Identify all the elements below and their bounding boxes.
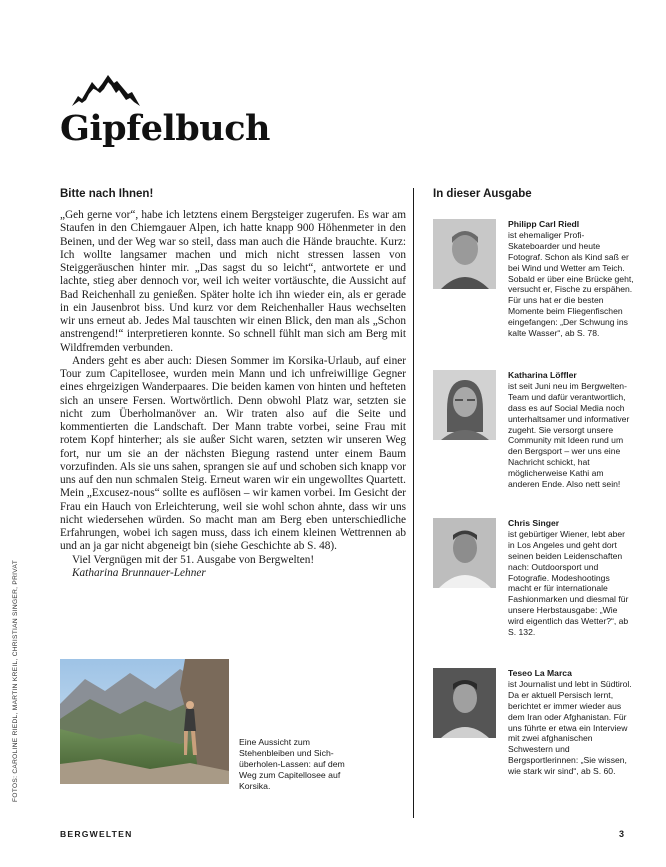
mountain-peaks-icon bbox=[72, 72, 140, 106]
footer-brand: BERGWELTEN bbox=[60, 829, 133, 839]
editorial-signature: Katharina Brunnauer-Lehner bbox=[72, 566, 206, 579]
editorial-paragraph: Viel Vergnügen mit der 51. Ausgabe von Bergwelten! bbox=[72, 553, 315, 566]
contributor-entry bbox=[508, 518, 634, 638]
contributor-portrait bbox=[433, 370, 496, 440]
magazine-section-title: Gipfelbuch bbox=[60, 108, 270, 149]
contributor-name: Teseo La Marca bbox=[508, 668, 572, 678]
photo-caption: Eine Aussicht zum Stehenbleiben und Sich-überholen-Lassen: auf dem Weg zum Capitellosee auf Korsika. bbox=[239, 737, 345, 791]
page-number: 3 bbox=[619, 829, 625, 839]
editorial-heading: Bitte nach Ihnen! bbox=[60, 188, 154, 200]
contributor-bio: ist gebürtiger Wiener, lebt aber in Los Angeles und geht dort seinen beiden Leidenschaften nach: Outdoorsport und Fotografie. Modeshootings macht er für internationale Fashionmarken und diesmal für unsere Herbstausgabe: „Wie wird eigentlich das Wetter?“, ab S. 132. bbox=[508, 528, 629, 638]
contributor-entry bbox=[508, 370, 634, 490]
editorial-text bbox=[60, 209, 406, 580]
corsica-landscape-photo bbox=[60, 659, 229, 784]
contributor-bio: ist seit Juni neu im Bergwelten-Team und dafür verantwortlich, dass es auf Social Media noch unterhaltsamer und informativer zugeht. Sie versorgt unsere Community mit Ideen rund um den Bergsport – wer uns eine Nachricht schickt, hat möglicherweise Kathi am anderen Ende. Also nett sein! bbox=[508, 380, 630, 490]
contributor-portrait bbox=[433, 219, 496, 289]
contributor-bio: ist Journalist und lebt in Südtirol. Da er aktuell Persisch lernt, berichtet er immer wieder aus dem Iran oder Afghanistan. Für uns führte er etwa ein Interview mit zwei afghanischen Schwestern und Bergsportlerinnen: „Sie wissen, wie stark wir sind“, ab S. 60. bbox=[508, 678, 632, 777]
contributor-name: Chris Singer bbox=[508, 518, 560, 528]
contributor-bio: ist ehemaliger Profi-Skateboarder und heute Fotograf. Schon als Kind saß er bei Wind und Wetter am Teich. Sobald er über eine Brücke geht, versucht er, Fische zu erspähen. Für uns hat er die besten Momente beim Fliegenfischen eingefangen: „Der Schwung ins kalte Wasser“, ab S. 78. bbox=[508, 229, 634, 339]
contributor-portrait bbox=[433, 668, 496, 738]
editorial-paragraph: „Geh gerne vor“, habe ich letztens einem Bergsteiger zugerufen. Es war am Staufen in den Chiemgauer Alpen, ich hatte knapp 900 Höhenmeter in den Beinen, und der Weg war so steil, dass man auch die Hände brauchte. Kurz: Ich wollte langsamer machen und mich nicht stressen lassen von Steiggeräuschen hinter mir. „Das sagst du so leicht“, antwortete er und lachte, stieg aber dennoch vor, weil ich weiter vortäuschte, die Aussicht auf Bad Reichenhall zu genießen. Später holte ich ihn wieder ein, als er gerade in ein Jausenbrot biss. Und kurz vor dem Reichenhaller Haus wechselten wir uns erneut ab. Jedes Mal tauschten wir einen Blick, den man als „Schon anstrengend!“ interpretieren konnte. So schnell fühlt man sich am Berg mit Wildfremden verbunden. bbox=[60, 209, 406, 354]
contributor-entry bbox=[508, 219, 634, 339]
contributor-name: Katharina Löffler bbox=[508, 370, 577, 380]
contributor-name: Philipp Carl Riedl bbox=[508, 219, 580, 229]
column-divider bbox=[413, 188, 414, 818]
photo-credits: FOTOS: CAROLINE RIEDL, MARTIN KREIL, CHRISTIAN SINGER, PRIVAT bbox=[12, 559, 19, 802]
contributors-heading: In dieser Ausgabe bbox=[433, 188, 532, 200]
contributor-portrait bbox=[433, 518, 496, 588]
editorial-paragraph: Anders geht es aber auch: Diesen Sommer im Korsika-Urlaub, auf einer Tour zum Capitellosee, wurden mein Mann und ich unfreiwillige Gegner eines ehrgeizigen Wanderpaares. Die beiden kamen von hinten und hefteten sich an unsere Fersen. Wortwörtlich. Denn obwohl Platz war, setzten sie nicht zum Überholmanöver an. Wir traten also auf die Seite und kommentierten die Landschaft. Der Mann trabte vorbei, seine Frau mit rotem Kopf hinterher; als sie außer Sicht waren, setzten wir unseren Weg fort, nur um sie an der nächsten Biegung rastend unter einem Baum vorzufinden. Als sie uns sahen, sprangen sie auf und schoben sich knapp vor uns auf den nun schmalen Steig. Erneut waren wir ein ungewolltes Quartett. Mein „Excusez-nous“ sollte es auflösen – wir kamen vorbei. Im Gesicht der Frau ein Hauch von Erleichterung, weil sie wohl schon ahnte, dass wir uns nicht wiedersehen würden. So macht man am Berg eben unterschiedliche Erfahrungen, wobei ich sagen muss, dass ich einem kleinen Wettrennen ab und an ja gar nicht abgeneigt bin (siehe Geschichte ab S. 48). bbox=[60, 354, 406, 553]
contributor-entry bbox=[508, 668, 634, 777]
